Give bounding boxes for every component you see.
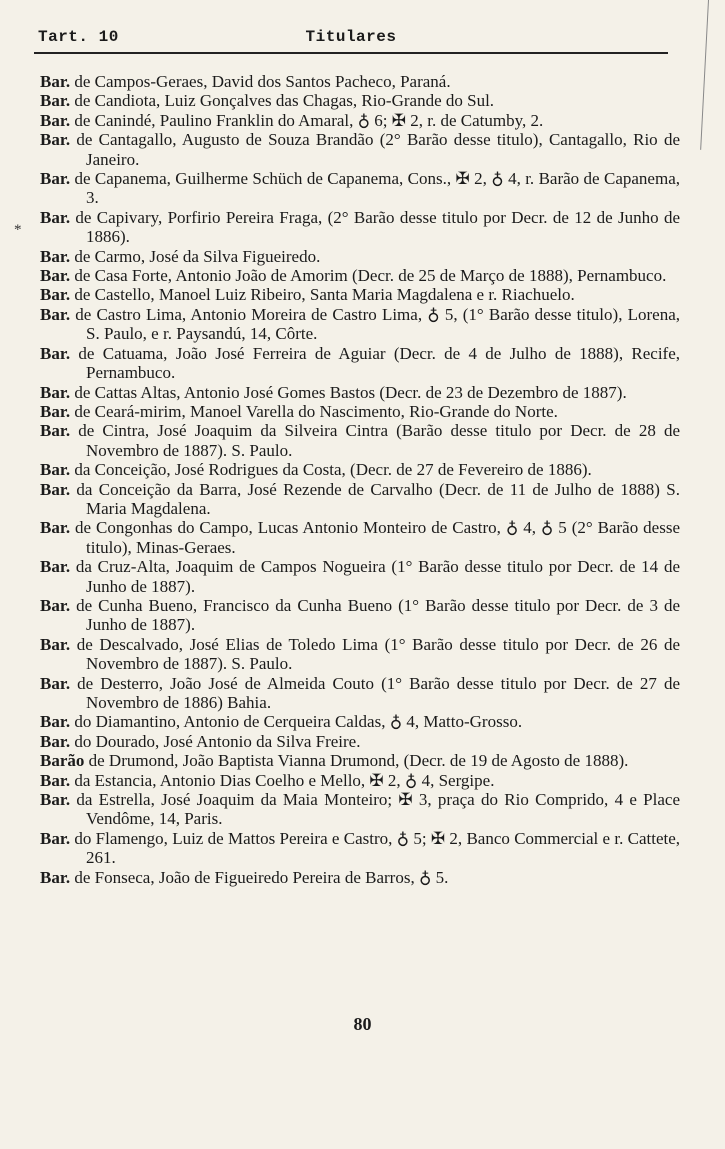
header-left: Tart. 10 bbox=[38, 28, 119, 46]
entry-abbreviation: Bar. bbox=[40, 246, 71, 266]
entry-abbreviation: Bar. bbox=[40, 266, 71, 286]
margin-asterisk: * bbox=[14, 222, 22, 238]
entry-text: de Cantagallo, Augusto de Souza Brandão (2° Barão desse titulo), Cantagallo, Rio de Janeiro. bbox=[76, 130, 680, 169]
entry-text: de Ceará-mirim, Manoel Varella do Nascimento, Rio-Grande do Norte. bbox=[74, 401, 558, 421]
list-item bbox=[40, 460, 680, 479]
list-item bbox=[40, 596, 680, 635]
entry-text: do Dourado, José Antonio da Silva Freire. bbox=[74, 731, 361, 751]
entry-abbreviation: Bar. bbox=[40, 130, 71, 150]
entry-text: de Desterro, João José de Almeida Couto (1° Barão desse titulo por Decr. de 27 de Novembro de 1886) Bahia. bbox=[77, 673, 681, 712]
list-item bbox=[40, 91, 680, 110]
list-item bbox=[40, 480, 680, 519]
entry-abbreviation: Bar. bbox=[40, 421, 71, 441]
entry-text: da Conceição da Barra, José Rezende de Carvalho (Decr. de 11 de Julho de 1888) S. Maria Magdalena. bbox=[76, 479, 680, 518]
entry-text: de Cattas Altas, Antonio José Gomes Bastos (Decr. de 23 de Dezembro de 1887). bbox=[74, 382, 627, 402]
list-item bbox=[40, 72, 680, 91]
entry-abbreviation: Bar. bbox=[40, 285, 71, 305]
entry-abbreviation: Bar. bbox=[40, 401, 71, 421]
entry-list bbox=[40, 72, 680, 887]
list-item bbox=[40, 285, 680, 304]
entry-abbreviation: Barão bbox=[40, 751, 85, 771]
entry-abbreviation: Bar. bbox=[40, 770, 71, 790]
entry-abbreviation: Bar. bbox=[40, 518, 71, 538]
entry-text: da Estrella, José Joaquim da Maia Monteiro; ✠ 3, praça do Rio Comprido, 4 e Place Vendôme, 14, Paris. bbox=[76, 790, 680, 829]
list-item bbox=[40, 674, 680, 713]
list-item bbox=[40, 402, 680, 421]
page-number: 80 bbox=[353, 1014, 372, 1034]
entry-abbreviation: Bar. bbox=[40, 304, 71, 324]
entry-text: de Casa Forte, Antonio João de Amorim (Decr. de 25 de Março de 1888), Pernambuco. bbox=[74, 266, 667, 286]
list-item bbox=[40, 208, 680, 247]
entry-text: de Carmo, José da Silva Figueiredo. bbox=[74, 246, 321, 266]
list-item bbox=[40, 111, 680, 130]
entry-text: de Castello, Manoel Luiz Ribeiro, Santa Maria Magdalena e r. Riachuelo. bbox=[74, 285, 575, 305]
entry-abbreviation: Bar. bbox=[40, 343, 71, 363]
list-item bbox=[40, 829, 680, 868]
list-item bbox=[40, 635, 680, 674]
list-item bbox=[40, 130, 680, 169]
list-item bbox=[40, 732, 680, 751]
entry-abbreviation: Bar. bbox=[40, 479, 71, 499]
entry-text: de Campos-Geraes, David dos Santos Pacheco, Paraná. bbox=[74, 72, 451, 91]
list-item bbox=[40, 518, 680, 557]
list-item bbox=[40, 557, 680, 596]
entry-abbreviation: Bar. bbox=[40, 790, 71, 810]
entry-text: de Drumond, João Baptista Vianna Drumond, (Decr. de 19 de Agosto de 1888). bbox=[88, 751, 629, 771]
list-item bbox=[40, 266, 680, 285]
entry-text: de Catuama, João José Ferreira de Aguiar (Decr. de 4 de Julho de 1888), Recife, Pernambuco. bbox=[78, 343, 681, 383]
entry-text: de Cintra, José Joaquim da Silveira Cintra (Barão desse titulo por Decr. de 28 de Novembro de 1887). S. Paulo. bbox=[78, 421, 680, 460]
entry-abbreviation: Bar. bbox=[40, 91, 71, 111]
entry-text: de Fonseca, João de Figueiredo Pereira de Barros, ♁ 5. bbox=[74, 867, 449, 887]
list-item bbox=[40, 383, 680, 402]
entry-abbreviation: Bar. bbox=[40, 712, 71, 732]
entry-abbreviation: Bar. bbox=[40, 634, 71, 654]
list-item bbox=[40, 421, 680, 460]
list-item bbox=[40, 712, 680, 731]
entry-text: de Canindé, Paulino Franklin do Amaral, ♁ 6; ✠ 2, r. de Catumby, 2. bbox=[74, 110, 544, 130]
entry-text: de Cunha Bueno, Francisco da Cunha Bueno (1° Barão desse titulo por Decr. de 3 de Junho de 1887). bbox=[76, 595, 681, 635]
entry-abbreviation: Bar. bbox=[40, 169, 71, 189]
list-item bbox=[40, 344, 680, 383]
entry-abbreviation: Bar. bbox=[40, 110, 71, 130]
entry-abbreviation: Bar. bbox=[40, 460, 71, 480]
entry-text: do Flamengo, Luiz de Mattos Pereira e Castro, ♁ 5; ✠ 2, Banco Commercial e r. Cattete, 261. bbox=[74, 828, 681, 868]
entry-abbreviation: Bar. bbox=[40, 673, 71, 693]
entry-abbreviation: Bar. bbox=[40, 828, 71, 848]
entry-abbreviation: Bar. bbox=[40, 867, 71, 887]
running-header bbox=[34, 28, 668, 54]
entry-text: de Congonhas do Campo, Lucas Antonio Monteiro de Castro, ♁ 4, ♁ 5 (2° Barão desse titulo), Minas-Geraes. bbox=[75, 518, 681, 557]
entry-abbreviation: Bar. bbox=[40, 731, 71, 751]
list-item bbox=[40, 247, 680, 266]
entry-text: de Candiota, Luiz Gonçalves das Chagas, Rio-Grande do Sul. bbox=[74, 91, 495, 111]
entry-text: de Capivary, Porfirio Pereira Fraga, (2° Barão desse titulo por Decr. de 12 de Junho de 1886). bbox=[75, 207, 680, 247]
entry-abbreviation: Bar. bbox=[40, 382, 71, 402]
page-edge-line bbox=[700, 0, 709, 150]
list-item bbox=[40, 868, 680, 887]
list-item bbox=[40, 790, 680, 829]
list-item bbox=[40, 771, 680, 790]
list-item bbox=[40, 751, 680, 770]
header-title: Titulares bbox=[305, 28, 397, 46]
entry-text: de Descalvado, José Elias de Toledo Lima (1° Barão desse titulo por Decr. de 26 de Novembro de 1887). S. Paulo. bbox=[76, 634, 680, 674]
entry-text: da Cruz-Alta, Joaquim de Campos Nogueira (1° Barão desse titulo por Decr. de 14 de Junho de 1887). bbox=[75, 557, 680, 596]
entry-text: de Capanema, Guilherme Schüch de Capanema, Cons., ✠ 2, ♁ 4, r. Barão de Capanema, 3. bbox=[74, 169, 680, 208]
entry-abbreviation: Bar. bbox=[40, 72, 71, 91]
list-item bbox=[40, 169, 680, 208]
entry-abbreviation: Bar. bbox=[40, 557, 71, 577]
entry-text: da Estancia, Antonio Dias Coelho e Mello, ✠ 2, ♁ 4, Sergipe. bbox=[74, 770, 495, 790]
entry-text: do Diamantino, Antonio de Cerqueira Caldas, ♁ 4, Matto-Grosso. bbox=[74, 712, 523, 732]
list-item bbox=[40, 305, 680, 344]
entry-abbreviation: Bar. bbox=[40, 595, 71, 615]
entry-text: de Castro Lima, Antonio Moreira de Castro Lima, ♁ 5, (1° Barão desse titulo), Lorena, S. Paulo, e r. Paysandú, 14, Côrte. bbox=[75, 304, 680, 344]
entry-text: da Conceição, José Rodrigues da Costa, (Decr. de 27 de Fevereiro de 1886). bbox=[74, 460, 592, 480]
entry-abbreviation: Bar. bbox=[40, 207, 71, 227]
